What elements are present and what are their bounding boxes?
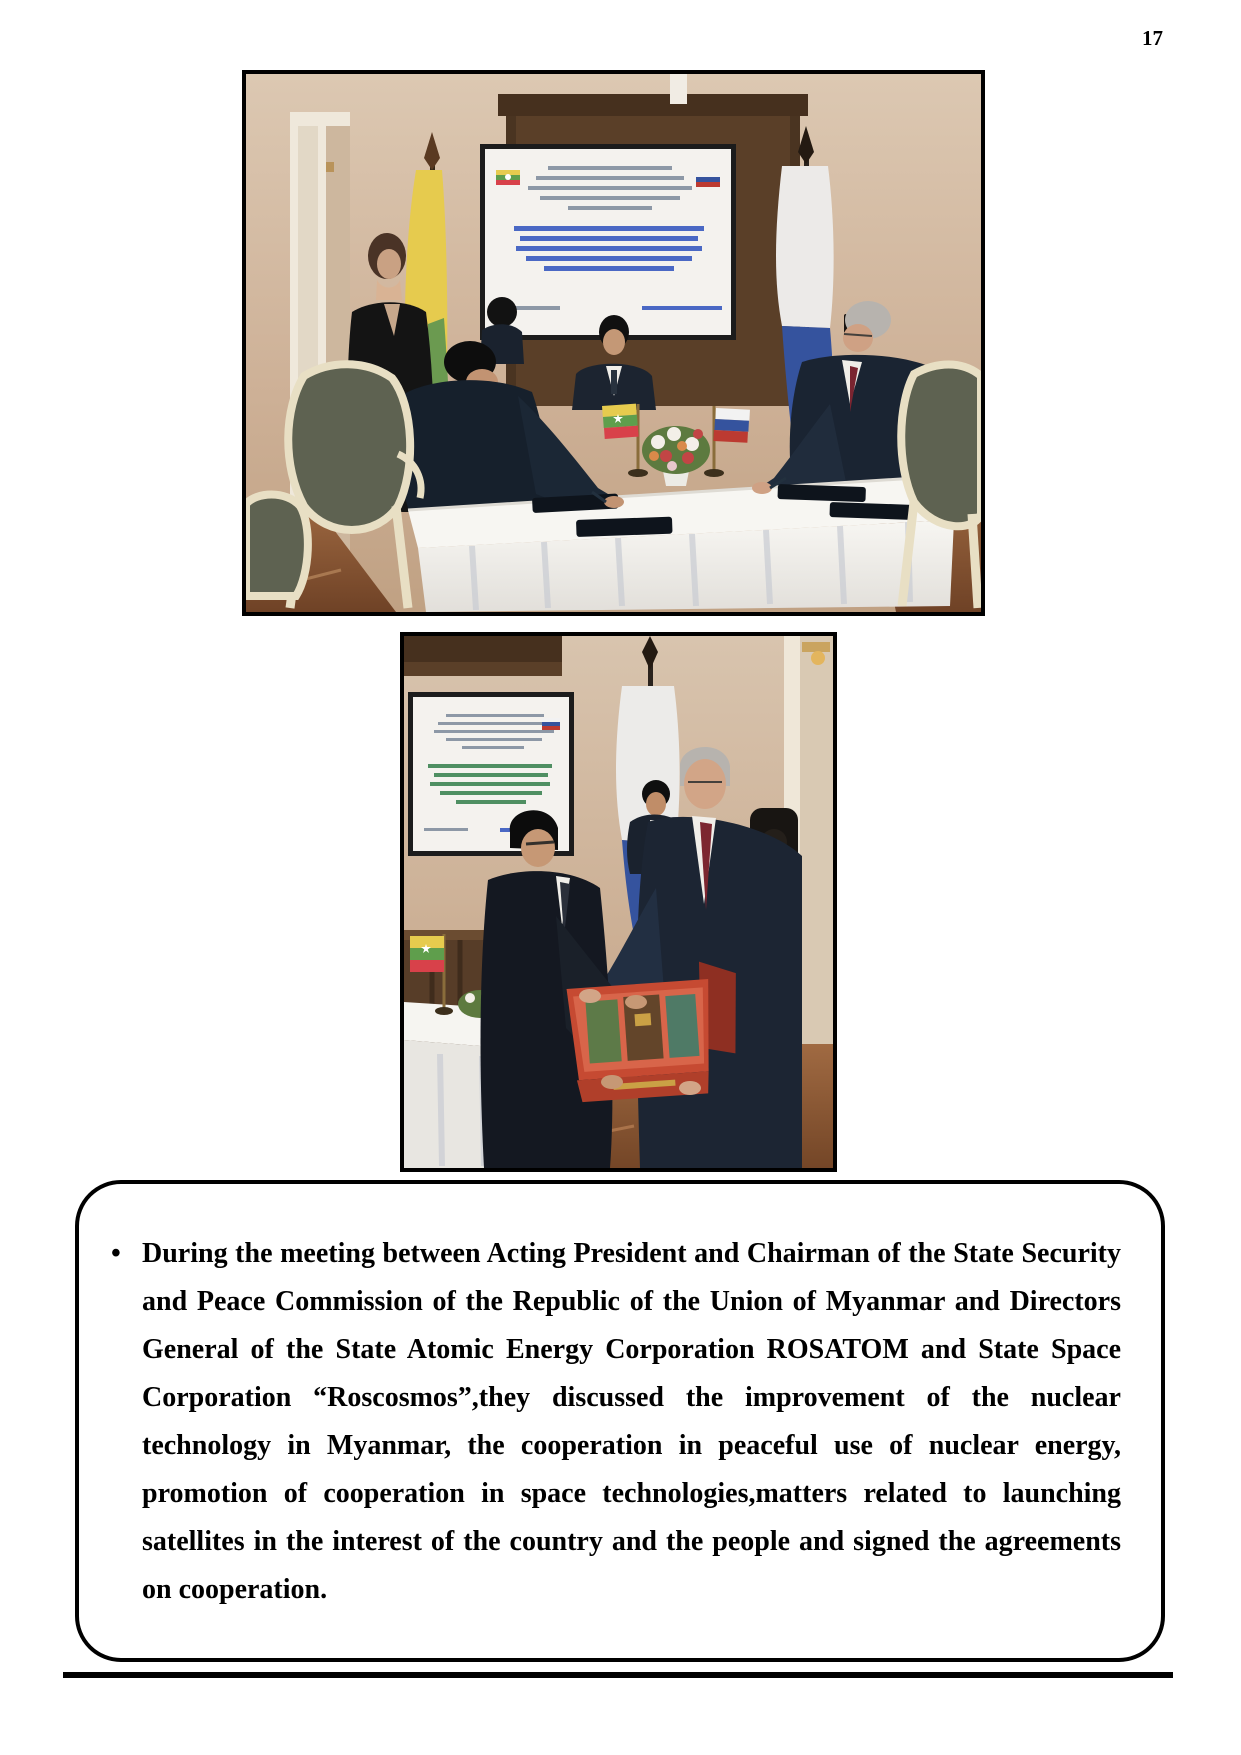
callout-text-line: General of the State Atomic Energy Corporation ROSATOM and State Space <box>142 1334 1121 1365</box>
footer-rule <box>63 1672 1173 1678</box>
slide-russia-flag-icon <box>696 172 720 187</box>
gift-exchange-photo <box>400 632 837 1172</box>
wood-crown <box>404 636 562 676</box>
slide-myanmar-flag-icon <box>496 170 520 185</box>
presentation-screen <box>480 144 736 340</box>
signing-ceremony-photo <box>242 70 985 616</box>
callout-inner <box>79 1184 1161 1658</box>
callout-text-line: satellites in the interest of the country and the people and signed the agreements <box>142 1526 1121 1557</box>
gift-exchange-scene <box>404 636 833 1168</box>
callout-paragraph <box>142 1230 1121 1614</box>
signing-ceremony-scene <box>246 74 981 612</box>
wall-plate <box>670 74 687 104</box>
chair-corner <box>246 495 308 597</box>
slide-russia-flag-icon <box>542 718 560 730</box>
callout-text-line: Corporation “Roscosmos”,they discussed the improvement of the nuclear <box>142 1382 1121 1413</box>
callout-text-line: promotion of cooperation in space technologies,matters related to launching <box>142 1478 1121 1509</box>
callout-text-line: During the meeting between Acting President and Chairman of the State Security <box>142 1238 1121 1269</box>
page-number: 17 <box>1142 26 1163 50</box>
callout-text-line: and Peace Commission of the Republic of the Union of Myanmar and Directors <box>142 1286 1121 1317</box>
bullet-marker: • <box>111 1238 121 1269</box>
callout-text-line: on cooperation. <box>142 1574 328 1605</box>
callout-box <box>75 1180 1165 1662</box>
callout-text-line: technology in Myanmar, the cooperation in peaceful use of nuclear energy, <box>142 1430 1121 1461</box>
